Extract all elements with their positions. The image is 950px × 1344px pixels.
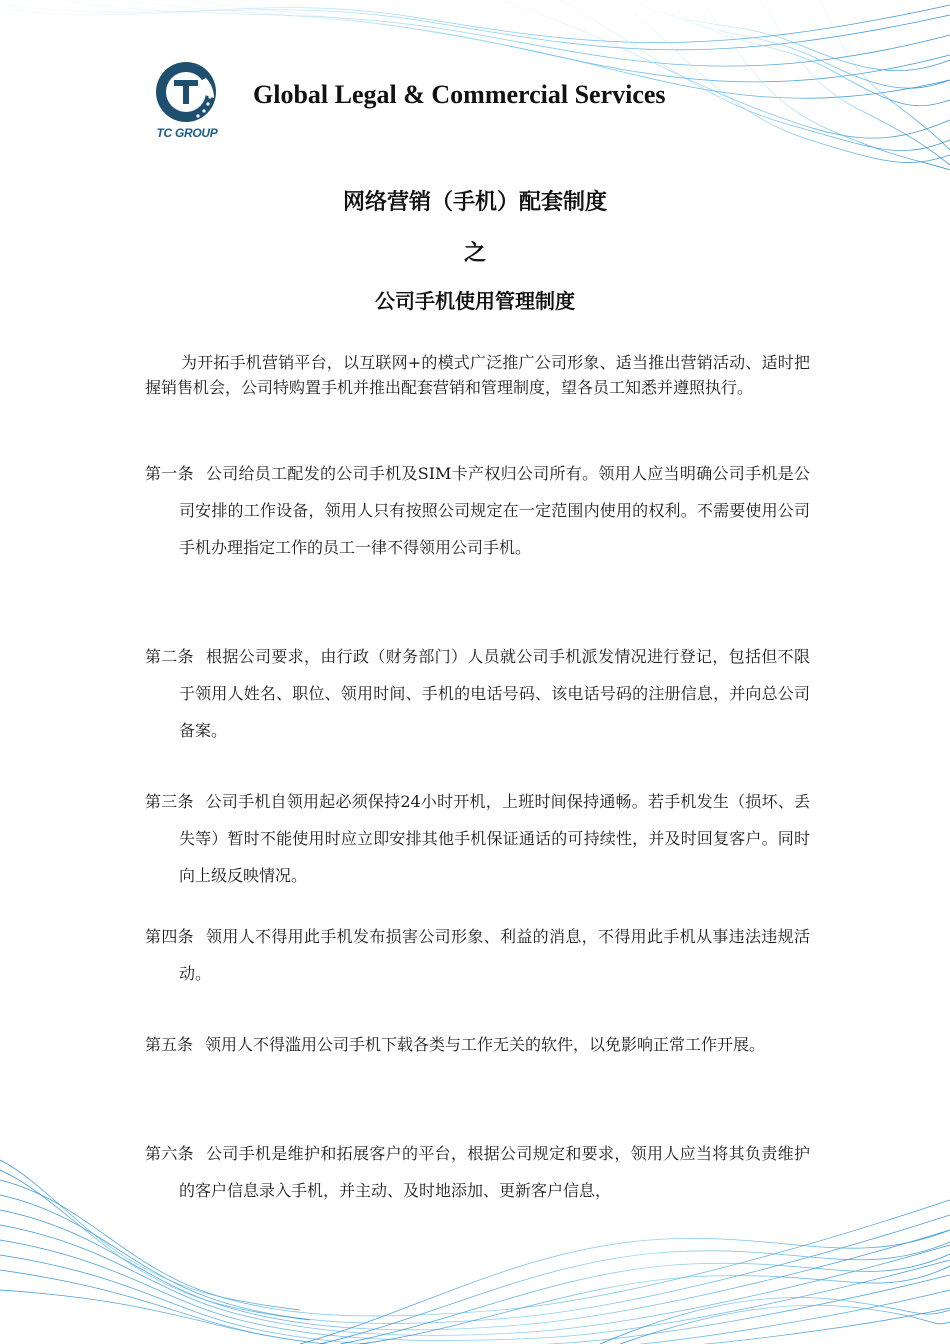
article-2 <box>145 638 810 749</box>
header-title: Global Legal & Commercial Services <box>253 80 666 109</box>
article-text: 领用人不得滥用公司手机下载各类与工作无关的软件，以免影响正常工作开展。 <box>205 1035 766 1054</box>
document-title-connector: 之 <box>463 241 486 266</box>
article-6 <box>145 1135 810 1209</box>
logo-text: TC GROUP <box>156 126 218 140</box>
article-text: 公司给员工配发的公司手机及SIM卡产权归公司所有。领用人应当明确公司手机是公司安排的工作设备，领用人只有按照公司规定在一定范围内使用的权利。不需要使用公司手机办理指定工作的员工一律不得领用公司手机。 <box>179 464 810 557</box>
article-text: 根据公司要求，由行政（财务部门）人员就公司手机派发情况进行登记，包括但不限于领用人姓名、职位、领用时间、手机的电话号码、该电话号码的注册信息，并向总公司备案。 <box>179 647 810 740</box>
article-label: 第六条 <box>145 1144 194 1163</box>
article-label: 第五条 <box>145 1035 194 1054</box>
article-1 <box>145 455 810 566</box>
document-subtitle: 公司手机使用管理制度 <box>375 289 575 313</box>
article-5 <box>145 1026 810 1063</box>
article-text: 公司手机自领用起必须保持24小时开机，上班时间保持通畅。若手机发生（损坏、丢失等）暂时不能使用时应立即安排其他手机保证通话的可持续性，并及时回复客户。同时向上级反映情况。 <box>179 792 810 885</box>
article-text: 公司手机是维护和拓展客户的平台，根据公司规定和要求，领用人应当将其负责维护的客户信息录入手机，并主动、及时地添加、更新客户信息， <box>179 1144 810 1200</box>
article-label: 第四条 <box>145 927 194 946</box>
article-3 <box>145 783 810 894</box>
article-4 <box>145 918 810 992</box>
document-title: 网络营销（手机）配套制度 <box>342 190 607 215</box>
article-label: 第二条 <box>145 647 194 666</box>
article-text: 领用人不得用此手机发布损害公司形象、利益的消息，不得用此手机从事违法违规活动。 <box>179 927 810 983</box>
article-label: 第三条 <box>145 792 194 811</box>
article-label: 第一条 <box>145 464 194 483</box>
intro-paragraph: 为开拓手机营销平台，以互联网+的模式广泛推广公司形象、适当推出营销活动、适时把握销售机会，公司特购置手机并推出配套营销和管理制度，望各员工知悉并遵照执行。 <box>145 353 810 397</box>
